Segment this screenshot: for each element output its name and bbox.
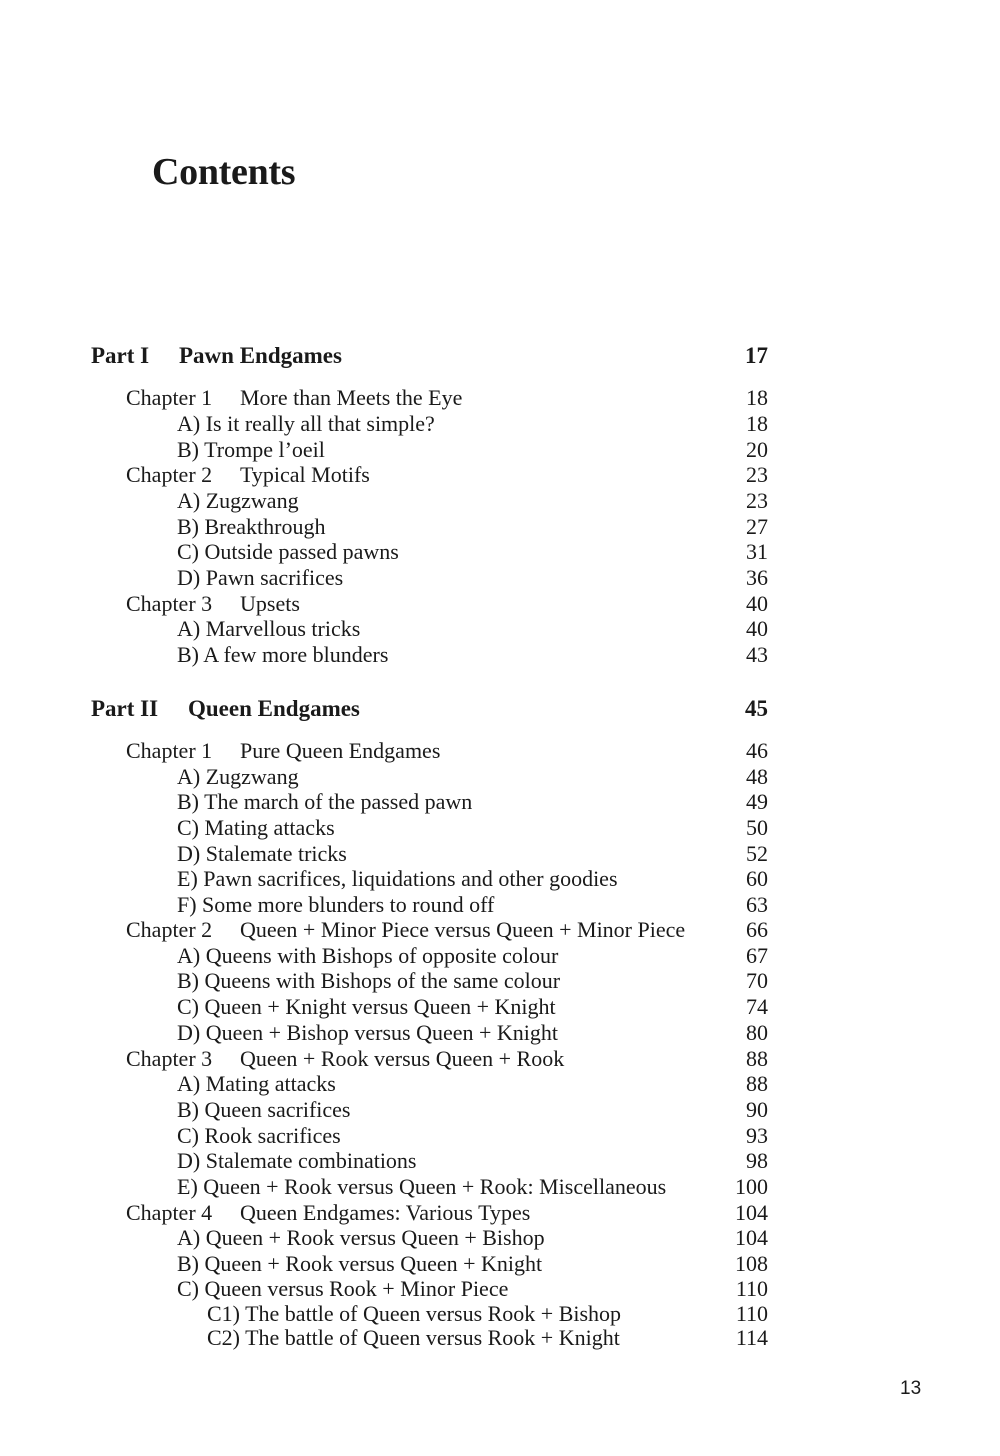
- section-title: A) Zugzwang: [177, 764, 299, 789]
- toc-section: [177, 1225, 768, 1251]
- toc-entry-label: [126, 385, 462, 411]
- toc-section: [177, 565, 768, 591]
- toc-part: [91, 343, 768, 369]
- toc-entry-label: [177, 1097, 350, 1123]
- toc-chapter: [126, 1046, 768, 1072]
- toc-entry-label: [177, 1020, 558, 1046]
- toc-entry-label: [207, 1325, 620, 1351]
- toc-entry-label: [126, 738, 440, 764]
- subsection-title: C2) The battle of Queen versus Rook + Knight: [207, 1325, 620, 1350]
- toc-section: [177, 1174, 768, 1200]
- toc-page-number: 98: [746, 1148, 768, 1173]
- section-title: E) Queen + Rook versus Queen + Rook: Miscellaneous: [177, 1174, 667, 1199]
- toc-page-number: 63: [746, 892, 768, 917]
- toc-entry-label: [177, 892, 494, 918]
- toc-entry-label: [177, 943, 558, 969]
- toc-page-number: 23: [746, 488, 768, 513]
- page-title: Contents: [152, 151, 296, 193]
- toc-chapter: [126, 738, 768, 764]
- toc-page-number: 110: [735, 1276, 768, 1301]
- chapter-title: Typical Motifs: [240, 462, 370, 487]
- toc-page-number: 31: [746, 539, 768, 564]
- toc-page-number: 46: [746, 738, 768, 763]
- toc-page-number: 49: [746, 789, 768, 814]
- toc-section: [177, 616, 768, 642]
- toc-chapter: [126, 591, 768, 617]
- toc-page-number: 18: [746, 385, 768, 410]
- section-title: A) Marvellous tricks: [177, 616, 361, 641]
- toc-entry-label: [177, 642, 388, 668]
- section-title: C) Queen versus Rook + Minor Piece: [177, 1276, 509, 1301]
- toc-section: [177, 943, 768, 969]
- toc-entry-label: [126, 917, 685, 943]
- toc-entry-label: [177, 411, 435, 437]
- toc-section: [177, 411, 768, 437]
- toc-entry-label: [177, 1225, 545, 1251]
- toc-section: [177, 488, 768, 514]
- toc-chapter: [126, 385, 768, 411]
- chapter-title: Queen + Minor Piece versus Queen + Minor Piece: [240, 917, 686, 942]
- toc-page-number: 90: [746, 1097, 768, 1122]
- section-title: A) Mating attacks: [177, 1071, 336, 1096]
- section-title: D) Stalemate tricks: [177, 841, 347, 866]
- toc-entry-label: [177, 437, 325, 463]
- chapter-number: Chapter 2: [126, 917, 213, 942]
- section-title: B) Breakthrough: [177, 514, 326, 539]
- toc-entry-label: [177, 1148, 417, 1174]
- toc-page-number: 104: [735, 1225, 768, 1250]
- toc-entry-label: [177, 815, 335, 841]
- toc-page-number: 20: [746, 437, 768, 462]
- section-title: F) Some more blunders to round off: [177, 892, 495, 917]
- chapter-title: Queen Endgames: Various Types: [240, 1200, 531, 1225]
- chapter-number: Chapter 4: [126, 1200, 213, 1225]
- toc-entry-label: [126, 1200, 530, 1226]
- section-title: A) Queen + Rook versus Queen + Bishop: [177, 1225, 545, 1250]
- chapter-number: Chapter 3: [126, 1046, 213, 1071]
- section-title: D) Queen + Bishop versus Queen + Knight: [177, 1020, 559, 1045]
- section-title: A) Queens with Bishops of opposite colour: [177, 943, 559, 968]
- toc-page-number: 66: [746, 917, 768, 942]
- toc-page-number: 74: [746, 994, 768, 1019]
- toc-page-number: 23: [746, 462, 768, 487]
- chapter-number: Chapter 1: [126, 385, 213, 410]
- chapter-title: Queen + Rook versus Queen + Rook: [240, 1046, 565, 1071]
- part-number: Part I: [91, 343, 150, 368]
- toc-entry-label: [207, 1301, 621, 1327]
- toc-page-number: 67: [746, 943, 768, 968]
- toc-chapter: [126, 1200, 768, 1226]
- toc-entry-label: [177, 994, 556, 1020]
- toc-section: [177, 1148, 768, 1174]
- toc-section: [177, 539, 768, 565]
- toc-page-number: 88: [746, 1071, 768, 1096]
- toc-entry-label: [177, 764, 299, 790]
- toc-entry-label: [177, 539, 399, 565]
- toc-section: [177, 1251, 768, 1277]
- toc-section: [177, 1097, 768, 1123]
- toc-section: [177, 789, 768, 815]
- toc-section: [177, 968, 768, 994]
- section-title: A) Zugzwang: [177, 488, 299, 513]
- toc-section: [177, 1020, 768, 1046]
- section-title: C) Mating attacks: [177, 815, 335, 840]
- toc-page-number: 40: [746, 591, 768, 616]
- toc-page-number: 80: [746, 1020, 768, 1045]
- part-title: Queen Endgames: [188, 696, 360, 721]
- section-title: B) Queen sacrifices: [177, 1097, 351, 1122]
- toc-entry-label: [91, 343, 342, 369]
- chapter-number: Chapter 3: [126, 591, 213, 616]
- part-title: Pawn Endgames: [179, 343, 342, 368]
- toc-section: [177, 994, 768, 1020]
- section-title: B) Queens with Bishops of the same colour: [177, 968, 561, 993]
- section-title: E) Pawn sacrifices, liquidations and other goodies: [177, 866, 618, 891]
- toc-entry-label: [177, 1174, 666, 1200]
- toc-section: [177, 1276, 768, 1302]
- toc-entry-label: [177, 841, 347, 867]
- toc-page-number: 50: [746, 815, 768, 840]
- toc-section: [177, 815, 768, 841]
- section-title: B) A few more blunders: [177, 642, 389, 667]
- toc-section: [177, 514, 768, 540]
- chapter-title: Upsets: [240, 591, 300, 616]
- subsection-title: C1) The battle of Queen versus Rook + Bishop: [207, 1301, 622, 1326]
- toc-entry-label: [177, 488, 299, 514]
- toc-section: [177, 866, 768, 892]
- section-title: D) Pawn sacrifices: [177, 565, 344, 590]
- toc-page-number: 114: [735, 1325, 768, 1350]
- part-number: Part II: [91, 696, 159, 721]
- toc-page-number: 43: [746, 642, 768, 667]
- toc-section: [177, 1071, 768, 1097]
- toc-chapter: [126, 462, 768, 488]
- toc-entry-label: [177, 789, 472, 815]
- section-title: C) Outside passed pawns: [177, 539, 399, 564]
- chapter-number: Chapter 1: [126, 738, 213, 763]
- toc-page-number: 36: [746, 565, 768, 590]
- section-title: B) Trompe l’oeil: [177, 437, 325, 462]
- toc-section: [177, 892, 768, 918]
- toc-section: [177, 437, 768, 463]
- toc-page-number: 110: [735, 1301, 768, 1326]
- toc-entry-label: [177, 1251, 542, 1277]
- toc-page-number: 60: [746, 866, 768, 891]
- chapter-title: Pure Queen Endgames: [240, 738, 441, 763]
- toc-entry-label: [177, 616, 360, 642]
- toc-entry-label: [177, 968, 560, 994]
- toc-page-number: 52: [746, 841, 768, 866]
- chapter-title: More than Meets the Eye: [240, 385, 463, 410]
- toc-entry-label: [177, 1123, 341, 1149]
- toc-page-number: 93: [746, 1123, 768, 1148]
- toc-entry-label: [126, 591, 300, 617]
- section-title: A) Is it really all that simple?: [177, 411, 435, 436]
- section-title: C) Rook sacrifices: [177, 1123, 341, 1148]
- toc-page-number: 18: [746, 411, 768, 436]
- toc-entry-label: [177, 514, 325, 540]
- section-title: C) Queen + Knight versus Queen + Knight: [177, 994, 556, 1019]
- toc-page-number: 100: [735, 1174, 768, 1199]
- toc-page-number: 27: [746, 514, 768, 539]
- toc-entry-label: [177, 1276, 508, 1302]
- toc-entry-label: [126, 462, 370, 488]
- toc-page-number: 45: [745, 696, 768, 721]
- section-title: B) Queen + Rook versus Queen + Knight: [177, 1251, 543, 1276]
- page-number: 13: [900, 1378, 922, 1399]
- toc-section: [177, 1123, 768, 1149]
- toc-page-number: 40: [746, 616, 768, 641]
- toc-page-number: 17: [745, 343, 768, 368]
- toc-page-number: 104: [735, 1200, 768, 1225]
- chapter-number: Chapter 2: [126, 462, 213, 487]
- section-title: D) Stalemate combinations: [177, 1148, 417, 1173]
- toc-page-number: 88: [746, 1046, 768, 1071]
- toc-section: [177, 764, 768, 790]
- toc-subsection: [207, 1301, 768, 1327]
- section-title: B) The march of the passed pawn: [177, 789, 473, 814]
- toc-section: [177, 841, 768, 867]
- toc-page-number: 70: [746, 968, 768, 993]
- toc-entry-label: [177, 1071, 336, 1097]
- toc-chapter: [126, 917, 768, 943]
- toc-page-number: 48: [746, 764, 768, 789]
- toc-entry-label: [177, 565, 343, 591]
- toc-entry-label: [91, 696, 360, 722]
- toc-subsection: [207, 1325, 768, 1351]
- toc-section: [177, 642, 768, 668]
- toc-entry-label: [177, 866, 618, 892]
- toc-entry-label: [126, 1046, 564, 1072]
- toc-page-number: 108: [735, 1251, 768, 1276]
- toc-part: [91, 696, 768, 722]
